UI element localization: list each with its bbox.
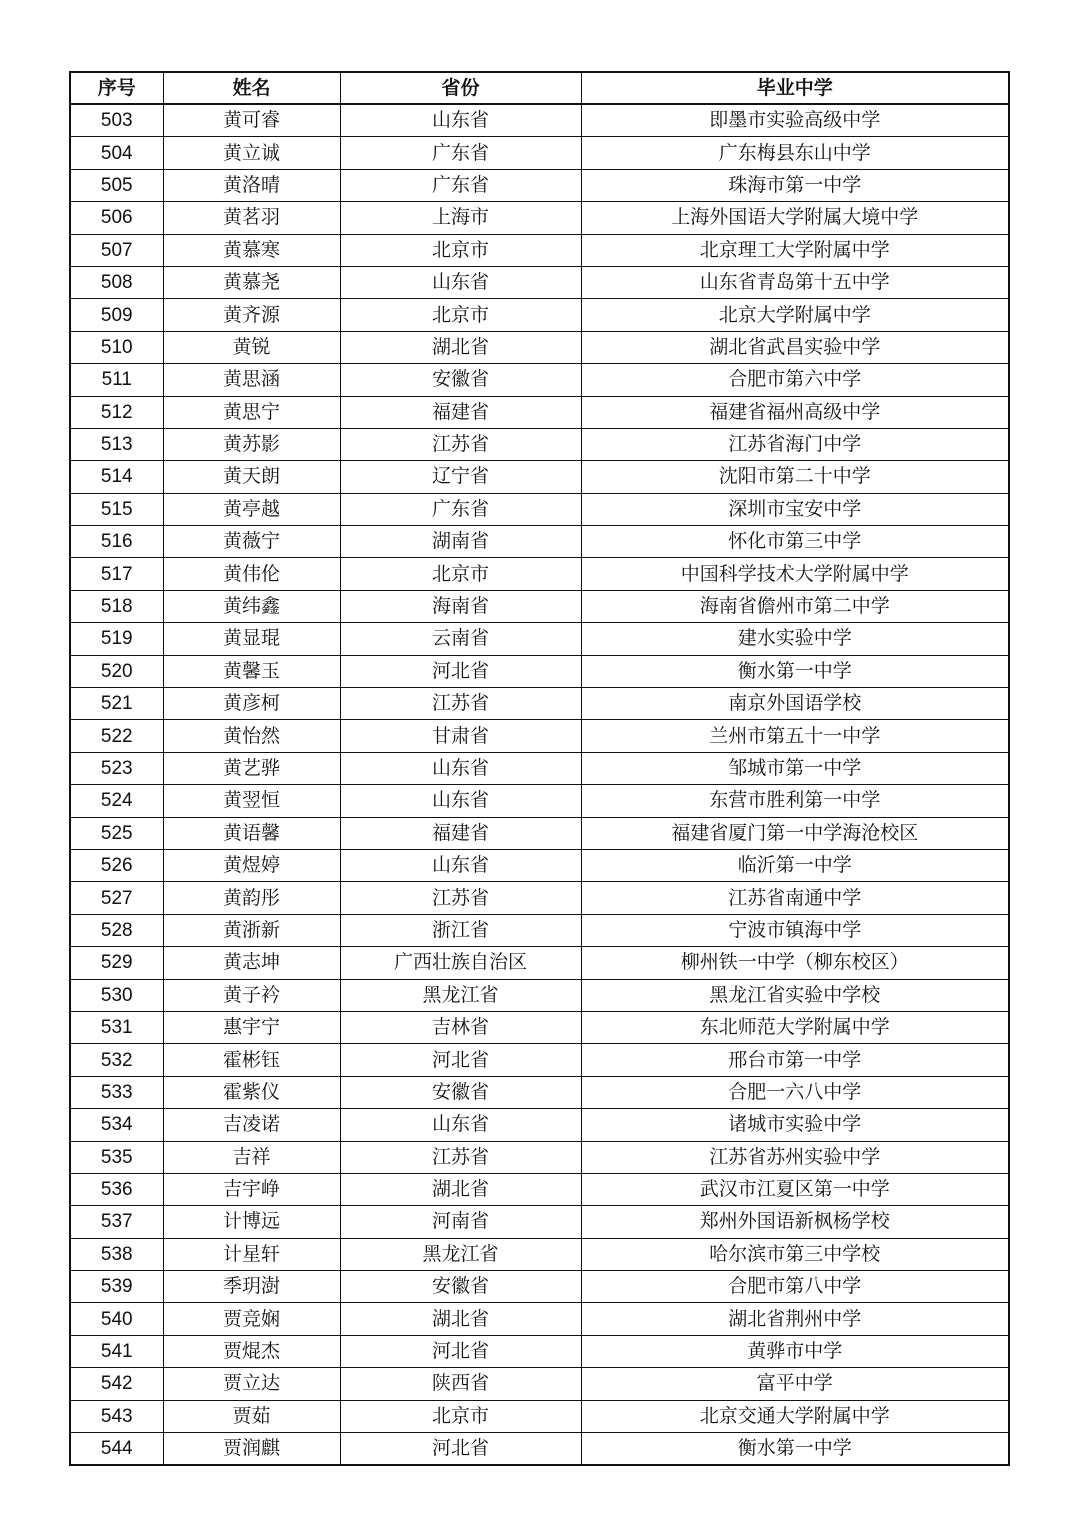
cell-serial-number: 525 bbox=[70, 817, 163, 849]
cell-serial-number: 511 bbox=[70, 364, 163, 396]
cell-serial-number: 544 bbox=[70, 1433, 163, 1466]
cell-school: 临沂第一中学 bbox=[581, 849, 1009, 881]
cell-serial-number: 535 bbox=[70, 1141, 163, 1173]
cell-serial-number: 529 bbox=[70, 947, 163, 979]
cell-serial-number: 524 bbox=[70, 785, 163, 817]
cell-school: 黄骅市中学 bbox=[581, 1335, 1009, 1367]
cell-serial-number: 503 bbox=[70, 104, 163, 137]
cell-province: 北京市 bbox=[340, 299, 581, 331]
cell-school: 北京交通大学附属中学 bbox=[581, 1400, 1009, 1432]
table-row bbox=[70, 396, 1009, 428]
cell-serial-number: 530 bbox=[70, 979, 163, 1011]
cell-name: 计星轩 bbox=[163, 1238, 340, 1270]
table-row bbox=[70, 558, 1009, 590]
table-row bbox=[70, 461, 1009, 493]
cell-serial-number: 513 bbox=[70, 428, 163, 460]
cell-serial-number: 537 bbox=[70, 1206, 163, 1238]
cell-serial-number: 514 bbox=[70, 461, 163, 493]
cell-name: 黄志坤 bbox=[163, 947, 340, 979]
cell-name: 贾润麒 bbox=[163, 1433, 340, 1466]
cell-name: 黄薇宁 bbox=[163, 526, 340, 558]
cell-province: 山东省 bbox=[340, 752, 581, 784]
cell-school: 武汉市江夏区第一中学 bbox=[581, 1173, 1009, 1205]
cell-province: 山东省 bbox=[340, 785, 581, 817]
table-row bbox=[70, 1335, 1009, 1367]
cell-school: 合肥市第六中学 bbox=[581, 364, 1009, 396]
table-row bbox=[70, 1400, 1009, 1432]
table-header bbox=[70, 72, 1009, 104]
cell-province: 陕西省 bbox=[340, 1368, 581, 1400]
cell-school: 江苏省南通中学 bbox=[581, 882, 1009, 914]
cell-school: 合肥一六八中学 bbox=[581, 1076, 1009, 1108]
cell-name: 黄显琨 bbox=[163, 623, 340, 655]
cell-serial-number: 523 bbox=[70, 752, 163, 784]
cell-province: 福建省 bbox=[340, 817, 581, 849]
cell-serial-number: 540 bbox=[70, 1303, 163, 1335]
table-row bbox=[70, 299, 1009, 331]
cell-name: 黄天朗 bbox=[163, 461, 340, 493]
cell-name: 黄怡然 bbox=[163, 720, 340, 752]
cell-school: 富平中学 bbox=[581, 1368, 1009, 1400]
table-row bbox=[70, 817, 1009, 849]
cell-province: 黑龙江省 bbox=[340, 1238, 581, 1270]
cell-serial-number: 510 bbox=[70, 331, 163, 363]
cell-name: 霍彬钰 bbox=[163, 1044, 340, 1076]
cell-name: 黄煜婷 bbox=[163, 849, 340, 881]
table-row bbox=[70, 1238, 1009, 1270]
cell-school: 衡水第一中学 bbox=[581, 655, 1009, 687]
table-row bbox=[70, 914, 1009, 946]
cell-name: 黄馨玉 bbox=[163, 655, 340, 687]
table-row bbox=[70, 493, 1009, 525]
cell-serial-number: 519 bbox=[70, 623, 163, 655]
cell-school: 海南省儋州市第二中学 bbox=[581, 590, 1009, 622]
cell-school: 沈阳市第二十中学 bbox=[581, 461, 1009, 493]
cell-school: 北京大学附属中学 bbox=[581, 299, 1009, 331]
table-row bbox=[70, 1173, 1009, 1205]
table-row bbox=[70, 1368, 1009, 1400]
cell-name: 黄艺骅 bbox=[163, 752, 340, 784]
table-row bbox=[70, 104, 1009, 137]
cell-school: 山东省青岛第十五中学 bbox=[581, 266, 1009, 298]
cell-school: 衡水第一中学 bbox=[581, 1433, 1009, 1466]
table-row bbox=[70, 1076, 1009, 1108]
table-row bbox=[70, 655, 1009, 687]
cell-serial-number: 532 bbox=[70, 1044, 163, 1076]
cell-school: 建水实验中学 bbox=[581, 623, 1009, 655]
cell-province: 湖南省 bbox=[340, 526, 581, 558]
cell-school: 怀化市第三中学 bbox=[581, 526, 1009, 558]
cell-serial-number: 509 bbox=[70, 299, 163, 331]
cell-name: 季玥澍 bbox=[163, 1271, 340, 1303]
cell-serial-number: 542 bbox=[70, 1368, 163, 1400]
cell-school: 上海外国语大学附属大境中学 bbox=[581, 202, 1009, 234]
cell-province: 广东省 bbox=[340, 169, 581, 201]
cell-province: 辽宁省 bbox=[340, 461, 581, 493]
cell-serial-number: 504 bbox=[70, 137, 163, 169]
cell-province: 山东省 bbox=[340, 266, 581, 298]
header-name: 姓名 bbox=[163, 72, 340, 104]
table-body bbox=[70, 104, 1009, 1465]
table-row bbox=[70, 169, 1009, 201]
cell-province: 广东省 bbox=[340, 137, 581, 169]
cell-school: 江苏省苏州实验中学 bbox=[581, 1141, 1009, 1173]
cell-school: 邹城市第一中学 bbox=[581, 752, 1009, 784]
roster-table bbox=[69, 71, 1010, 1466]
cell-province: 北京市 bbox=[340, 234, 581, 266]
cell-name: 黄慕寒 bbox=[163, 234, 340, 266]
cell-province: 海南省 bbox=[340, 590, 581, 622]
cell-school: 湖北省武昌实验中学 bbox=[581, 331, 1009, 363]
cell-serial-number: 515 bbox=[70, 493, 163, 525]
header-serial-number: 序号 bbox=[70, 72, 163, 104]
cell-school: 珠海市第一中学 bbox=[581, 169, 1009, 201]
cell-province: 上海市 bbox=[340, 202, 581, 234]
table-row bbox=[70, 1206, 1009, 1238]
cell-name: 惠宇宁 bbox=[163, 1011, 340, 1043]
cell-name: 贾立达 bbox=[163, 1368, 340, 1400]
cell-school: 诸城市实验中学 bbox=[581, 1109, 1009, 1141]
cell-name: 黄可睿 bbox=[163, 104, 340, 137]
table-row bbox=[70, 947, 1009, 979]
cell-school: 深圳市宝安中学 bbox=[581, 493, 1009, 525]
cell-school: 湖北省荆州中学 bbox=[581, 1303, 1009, 1335]
cell-serial-number: 534 bbox=[70, 1109, 163, 1141]
cell-province: 北京市 bbox=[340, 558, 581, 590]
cell-province: 河北省 bbox=[340, 1044, 581, 1076]
cell-serial-number: 539 bbox=[70, 1271, 163, 1303]
cell-serial-number: 508 bbox=[70, 266, 163, 298]
cell-name: 黄思涵 bbox=[163, 364, 340, 396]
cell-province: 山东省 bbox=[340, 1109, 581, 1141]
cell-name: 黄彦柯 bbox=[163, 688, 340, 720]
cell-province: 湖北省 bbox=[340, 1303, 581, 1335]
cell-name: 黄伟伦 bbox=[163, 558, 340, 590]
cell-school: 福建省厦门第一中学海沧校区 bbox=[581, 817, 1009, 849]
cell-serial-number: 518 bbox=[70, 590, 163, 622]
cell-province: 广西壮族自治区 bbox=[340, 947, 581, 979]
table-row bbox=[70, 623, 1009, 655]
table-row bbox=[70, 882, 1009, 914]
table-row bbox=[70, 234, 1009, 266]
table-row bbox=[70, 720, 1009, 752]
cell-serial-number: 526 bbox=[70, 849, 163, 881]
cell-province: 山东省 bbox=[340, 849, 581, 881]
cell-province: 安徽省 bbox=[340, 1271, 581, 1303]
cell-province: 北京市 bbox=[340, 1400, 581, 1432]
cell-province: 甘肃省 bbox=[340, 720, 581, 752]
cell-province: 河南省 bbox=[340, 1206, 581, 1238]
cell-name: 黄立诚 bbox=[163, 137, 340, 169]
cell-province: 湖北省 bbox=[340, 331, 581, 363]
cell-province: 江苏省 bbox=[340, 428, 581, 460]
cell-province: 黑龙江省 bbox=[340, 979, 581, 1011]
cell-serial-number: 528 bbox=[70, 914, 163, 946]
table-row bbox=[70, 1271, 1009, 1303]
cell-name: 黄纬鑫 bbox=[163, 590, 340, 622]
table-row bbox=[70, 979, 1009, 1011]
cell-serial-number: 517 bbox=[70, 558, 163, 590]
table-row bbox=[70, 526, 1009, 558]
cell-school: 北京理工大学附属中学 bbox=[581, 234, 1009, 266]
cell-school: 即墨市实验高级中学 bbox=[581, 104, 1009, 137]
cell-name: 黄齐源 bbox=[163, 299, 340, 331]
cell-serial-number: 527 bbox=[70, 882, 163, 914]
cell-name: 黄锐 bbox=[163, 331, 340, 363]
cell-serial-number: 538 bbox=[70, 1238, 163, 1270]
table-row bbox=[70, 364, 1009, 396]
cell-name: 吉凌诺 bbox=[163, 1109, 340, 1141]
cell-province: 河北省 bbox=[340, 655, 581, 687]
cell-serial-number: 507 bbox=[70, 234, 163, 266]
table-row bbox=[70, 428, 1009, 460]
cell-name: 黄语馨 bbox=[163, 817, 340, 849]
cell-province: 广东省 bbox=[340, 493, 581, 525]
cell-name: 黄翌恒 bbox=[163, 785, 340, 817]
cell-school: 广东梅县东山中学 bbox=[581, 137, 1009, 169]
cell-name: 贾竞娴 bbox=[163, 1303, 340, 1335]
cell-serial-number: 522 bbox=[70, 720, 163, 752]
table-row bbox=[70, 590, 1009, 622]
cell-serial-number: 505 bbox=[70, 169, 163, 201]
header-row bbox=[70, 72, 1009, 104]
cell-province: 福建省 bbox=[340, 396, 581, 428]
cell-serial-number: 520 bbox=[70, 655, 163, 687]
cell-serial-number: 543 bbox=[70, 1400, 163, 1432]
cell-serial-number: 531 bbox=[70, 1011, 163, 1043]
cell-school: 东北师范大学附属中学 bbox=[581, 1011, 1009, 1043]
header-province: 省份 bbox=[340, 72, 581, 104]
cell-province: 吉林省 bbox=[340, 1011, 581, 1043]
table-row bbox=[70, 137, 1009, 169]
cell-province: 云南省 bbox=[340, 623, 581, 655]
cell-serial-number: 541 bbox=[70, 1335, 163, 1367]
table-row bbox=[70, 1433, 1009, 1466]
cell-school: 福建省福州高级中学 bbox=[581, 396, 1009, 428]
cell-province: 浙江省 bbox=[340, 914, 581, 946]
cell-province: 河北省 bbox=[340, 1433, 581, 1466]
header-school: 毕业中学 bbox=[581, 72, 1009, 104]
cell-serial-number: 512 bbox=[70, 396, 163, 428]
cell-school: 黑龙江省实验中学校 bbox=[581, 979, 1009, 1011]
cell-name: 黄苏影 bbox=[163, 428, 340, 460]
cell-province: 安徽省 bbox=[340, 1076, 581, 1108]
cell-school: 合肥市第八中学 bbox=[581, 1271, 1009, 1303]
cell-name: 黄茗羽 bbox=[163, 202, 340, 234]
cell-school: 江苏省海门中学 bbox=[581, 428, 1009, 460]
table-row bbox=[70, 688, 1009, 720]
table-row bbox=[70, 1109, 1009, 1141]
table-row bbox=[70, 752, 1009, 784]
cell-name: 吉祥 bbox=[163, 1141, 340, 1173]
cell-school: 柳州铁一中学（柳东校区） bbox=[581, 947, 1009, 979]
cell-province: 山东省 bbox=[340, 104, 581, 137]
cell-province: 江苏省 bbox=[340, 1141, 581, 1173]
cell-name: 贾茹 bbox=[163, 1400, 340, 1432]
cell-serial-number: 516 bbox=[70, 526, 163, 558]
cell-province: 河北省 bbox=[340, 1335, 581, 1367]
cell-serial-number: 533 bbox=[70, 1076, 163, 1108]
cell-school: 宁波市镇海中学 bbox=[581, 914, 1009, 946]
cell-province: 江苏省 bbox=[340, 882, 581, 914]
cell-school: 东营市胜利第一中学 bbox=[581, 785, 1009, 817]
table-row bbox=[70, 1044, 1009, 1076]
cell-name: 计博远 bbox=[163, 1206, 340, 1238]
cell-province: 湖北省 bbox=[340, 1173, 581, 1205]
table-row bbox=[70, 785, 1009, 817]
cell-name: 黄韵彤 bbox=[163, 882, 340, 914]
table-row bbox=[70, 1303, 1009, 1335]
table-row bbox=[70, 266, 1009, 298]
cell-name: 黄子衿 bbox=[163, 979, 340, 1011]
cell-name: 黄思宁 bbox=[163, 396, 340, 428]
table-row bbox=[70, 1011, 1009, 1043]
cell-serial-number: 521 bbox=[70, 688, 163, 720]
cell-name: 黄亭越 bbox=[163, 493, 340, 525]
cell-serial-number: 506 bbox=[70, 202, 163, 234]
cell-school: 兰州市第五十一中学 bbox=[581, 720, 1009, 752]
cell-name: 吉宇峥 bbox=[163, 1173, 340, 1205]
cell-school: 邢台市第一中学 bbox=[581, 1044, 1009, 1076]
cell-school: 郑州外国语新枫杨学校 bbox=[581, 1206, 1009, 1238]
cell-name: 黄洛晴 bbox=[163, 169, 340, 201]
table-row bbox=[70, 202, 1009, 234]
cell-serial-number: 536 bbox=[70, 1173, 163, 1205]
cell-name: 黄浙新 bbox=[163, 914, 340, 946]
cell-school: 中国科学技术大学附属中学 bbox=[581, 558, 1009, 590]
cell-name: 贾焜杰 bbox=[163, 1335, 340, 1367]
cell-name: 黄慕尧 bbox=[163, 266, 340, 298]
cell-name: 霍紫仪 bbox=[163, 1076, 340, 1108]
table-row bbox=[70, 849, 1009, 881]
cell-province: 安徽省 bbox=[340, 364, 581, 396]
cell-school: 南京外国语学校 bbox=[581, 688, 1009, 720]
table-row bbox=[70, 1141, 1009, 1173]
table-row bbox=[70, 331, 1009, 363]
cell-school: 哈尔滨市第三中学校 bbox=[581, 1238, 1009, 1270]
cell-province: 江苏省 bbox=[340, 688, 581, 720]
